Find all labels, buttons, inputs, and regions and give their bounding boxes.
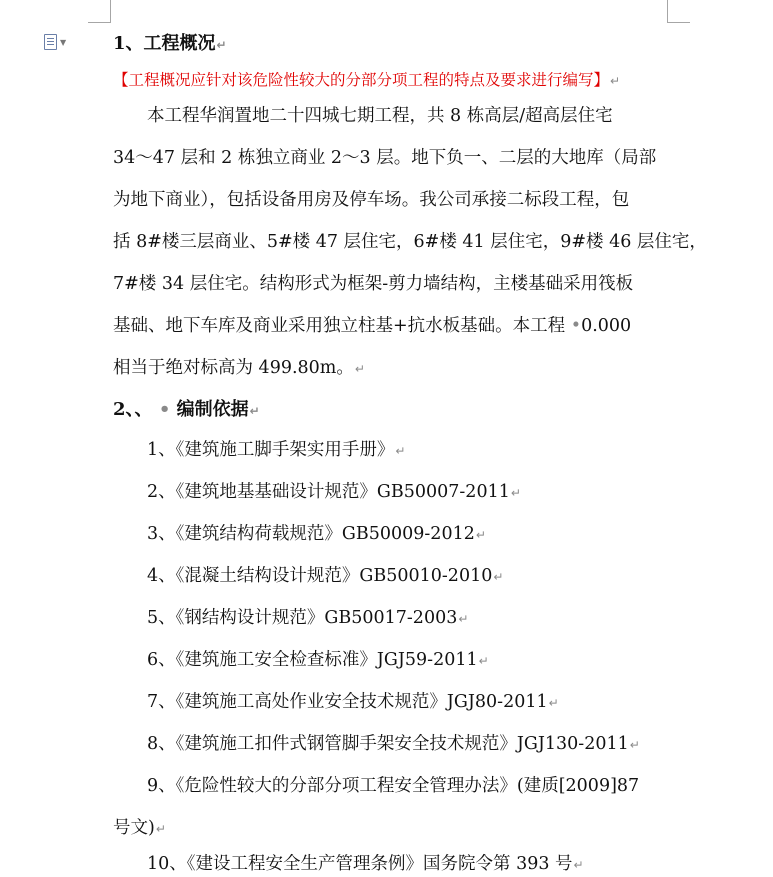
chevron-down-icon: ▼ (60, 37, 67, 47)
reference-item-2: 2、《建筑地基基础设计规范》GB50007-2011↵ (147, 482, 521, 502)
document-icon[interactable] (44, 34, 66, 50)
para-line-5: 7#楼 34 层住宅。结构形式为框架-剪力墙结构，主楼基础采用筏板 (113, 274, 634, 294)
page-corner-top-left (88, 0, 111, 23)
para-line-2: 34～47 层和 2 栋独立商业 2～3 层。地下负一、二层的大地库（局部 (113, 148, 657, 168)
reference-item-9: 9、《危险性较大的分部分项工程安全管理办法》(建质[2009]87 (147, 776, 640, 796)
reference-item-4: 4、《混凝土结构设计规范》GB50010-2010↵ (147, 566, 504, 586)
reference-item-5: 5、《钢结构设计规范》GB50017-2003↵ (147, 608, 469, 628)
para-line-3: 为地下商业），包括设备用房及停车场。我公司承接二标段工程，包 (113, 190, 630, 210)
reference-item-1: 1、《建筑施工脚手架实用手册》↵ (147, 440, 406, 460)
page-icon (44, 34, 57, 50)
reference-item-10: 10、《建设工程安全生产管理条例》国务院令第 393 号↵ (147, 854, 584, 874)
reference-item-8: 8、《建筑施工扣件式钢管脚手架安全技术规范》JGJ130-2011↵ (147, 734, 640, 754)
para-line-4: 括 8#楼三层商业、5#楼 47 层住宅，6#楼 41 层住宅，9#楼 46 层住宅， (113, 232, 707, 252)
reference-item-3: 3、《建筑结构荷载规范》GB50009-2012↵ (147, 524, 486, 544)
page-corner-top-right (667, 0, 690, 23)
reference-item-7: 7、《建筑施工高处作业安全技术规范》JGJ80-2011↵ (147, 692, 559, 712)
section1-note: 【工程概况应针对该危险性较大的分部分项工程的特点及要求进行编写】↵ (113, 71, 621, 89)
section1-heading: 1、工程概况↵ (113, 33, 227, 54)
reference-item-9-cont: 号文)↵ (113, 818, 166, 838)
para-line-6: 基础、地下车库及商业采用独立柱基+抗水板基础。本工程 •0.000 (113, 316, 632, 336)
reference-item-6: 6、《建筑施工安全检查标准》JGJ59-2011↵ (147, 650, 489, 670)
para-line-1: 本工程华润置地二十四城七期工程，共 8 栋高层/超高层住宅 (147, 106, 613, 126)
section2-heading: 2、、 • 编制依据↵ (113, 399, 260, 420)
para-line-7: 相当于绝对标高为 499.80m。↵ (113, 358, 365, 378)
